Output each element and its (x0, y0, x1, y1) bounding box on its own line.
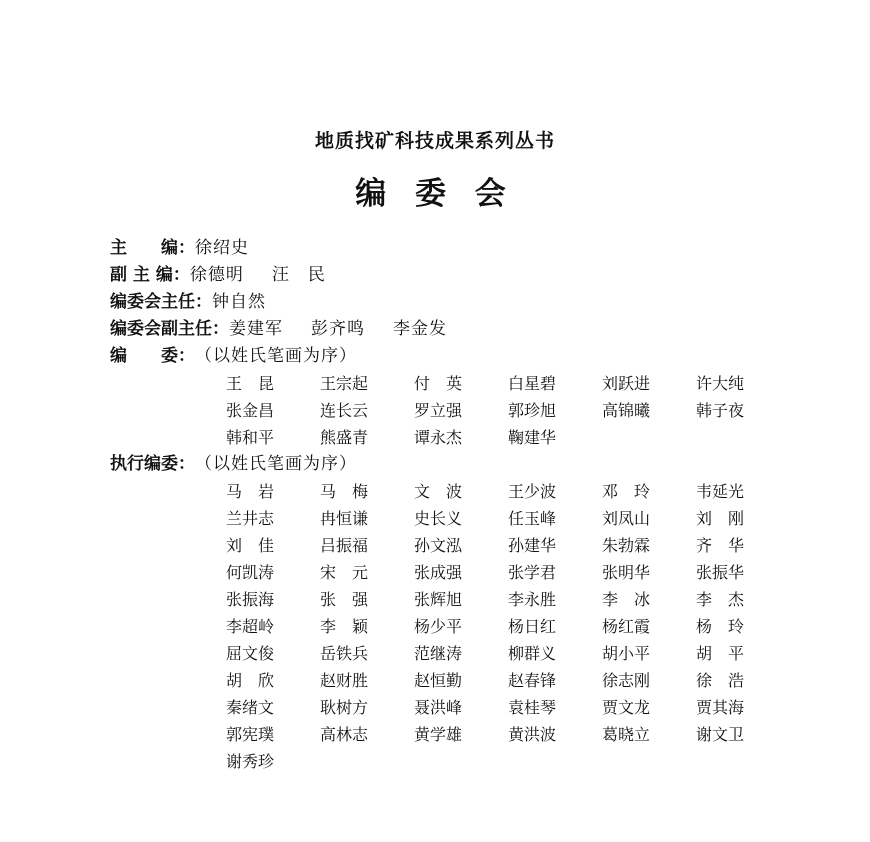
person-name: 文 波 (414, 482, 463, 501)
person-name: 杨日红 (508, 617, 557, 636)
executive-members-line (110, 452, 357, 476)
person-name: 刘 佳 (226, 536, 275, 555)
committee-deputy-director-line (110, 317, 475, 341)
person-name: 韩子夜 (696, 401, 745, 420)
person-name: 胡 欣 (226, 671, 275, 690)
person-name: 马 岩 (226, 482, 275, 501)
person-name: 岳铁兵 (320, 644, 369, 663)
chief-editor-line (110, 236, 277, 260)
person-name: 兰井志 (226, 509, 275, 528)
person-name: 谢文卫 (696, 725, 745, 744)
person-name: 孙文泓 (414, 536, 463, 555)
person-name: 任玉峰 (508, 509, 557, 528)
person-name: 谭永杰 (414, 428, 463, 447)
person-name: 郭珍旭 (508, 401, 557, 420)
person-name: 徐志刚 (602, 671, 651, 690)
person-name: 邓 玲 (602, 482, 651, 501)
committee-deputy-director-label: 编委会副主任： (110, 319, 229, 339)
deputy-chief-editor-names (190, 263, 354, 287)
person-name: 李 颖 (320, 617, 369, 636)
person-name: 赵财胜 (320, 671, 369, 690)
person-name: 杨 玲 (696, 617, 745, 636)
person-name: 高锦曦 (602, 401, 651, 420)
person-name: 朱勃霖 (602, 536, 651, 555)
person-name: 李 冰 (602, 590, 651, 609)
committee-director-names (212, 290, 294, 314)
person-name: 李超岭 (226, 617, 275, 636)
person-name: 连长云 (320, 401, 369, 420)
person-name: 孙建华 (508, 536, 557, 555)
deputy-chief-editor-label: 副 主 编： (110, 265, 190, 285)
person-name: 黄学雄 (414, 725, 463, 744)
person-name: 付 英 (414, 374, 463, 393)
person-name: 张学君 (508, 563, 557, 582)
person-name: 刘 刚 (696, 509, 745, 528)
person-name: 汪 民 (271, 265, 326, 285)
person-name: 贾其海 (696, 698, 745, 717)
person-name: 何凯涛 (226, 563, 275, 582)
person-name: 王宗起 (320, 374, 369, 393)
person-name: 韩和平 (226, 428, 275, 447)
person-name: 冉恒谦 (320, 509, 369, 528)
person-name: 柳群义 (508, 644, 557, 663)
person-name: 郭宪璞 (226, 725, 275, 744)
person-name: 屈文俊 (226, 644, 275, 663)
person-name: 王少波 (508, 482, 557, 501)
executive-members-note: （以姓氏笔画为序） (195, 454, 357, 474)
committee-members-list (226, 370, 766, 451)
person-name: 张明华 (602, 563, 651, 582)
person-name: 罗立强 (414, 401, 463, 420)
person-name: 聂洪峰 (414, 698, 463, 717)
committee-members-line (110, 344, 357, 368)
person-name: 谢秀珍 (226, 752, 275, 771)
person-name: 吕振福 (320, 536, 369, 555)
person-name: 马 梅 (320, 482, 369, 501)
person-name: 史长义 (414, 509, 463, 528)
person-name: 宋 元 (320, 563, 369, 582)
deputy-chief-editor-line (110, 263, 354, 287)
person-name: 张辉旭 (414, 590, 463, 609)
person-name: 许大纯 (696, 374, 745, 393)
person-name: 胡小平 (602, 644, 651, 663)
chief-editor-names (195, 236, 277, 260)
person-name: 胡 平 (696, 644, 745, 663)
person-name: 韦延光 (696, 482, 745, 501)
person-name: 赵春锋 (508, 671, 557, 690)
person-name: 李金发 (393, 319, 447, 339)
person-name: 彭齐鸣 (311, 319, 365, 339)
person-name: 张 强 (320, 590, 369, 609)
person-name: 刘凤山 (602, 509, 651, 528)
person-name: 耿树方 (320, 698, 369, 717)
person-name: 徐绍史 (195, 238, 249, 258)
person-name: 张振海 (226, 590, 275, 609)
committee-members-label: 编 委： (110, 346, 195, 366)
person-name: 葛晓立 (602, 725, 651, 744)
person-name: 刘跃进 (602, 374, 651, 393)
executive-members-label: 执行编委： (110, 454, 195, 474)
executive-members-list (226, 478, 766, 775)
committee-deputy-director-names (229, 317, 475, 341)
person-name: 张振华 (696, 563, 745, 582)
person-name: 范继涛 (414, 644, 463, 663)
person-name: 杨少平 (414, 617, 463, 636)
person-name: 齐 华 (696, 536, 745, 555)
person-name: 高林志 (320, 725, 369, 744)
person-name: 熊盛青 (320, 428, 369, 447)
person-name: 黄洪波 (508, 725, 557, 744)
person-name: 钟自然 (212, 292, 266, 312)
committee-members-note: （以姓氏笔画为序） (195, 346, 357, 366)
person-name: 秦绪文 (226, 698, 275, 717)
committee-director-label: 编委会主任： (110, 292, 212, 312)
person-name: 赵恒勤 (414, 671, 463, 690)
person-name: 袁桂琴 (508, 698, 557, 717)
series-title: 地质找矿科技成果系列丛书 (314, 130, 555, 152)
person-name: 徐 浩 (696, 671, 745, 690)
person-name: 李 杰 (696, 590, 745, 609)
person-name: 张成强 (414, 563, 463, 582)
person-name: 王 昆 (226, 374, 275, 393)
person-name: 白星碧 (508, 374, 557, 393)
person-name: 姜建军 (229, 319, 283, 339)
person-name: 张金昌 (226, 401, 275, 420)
person-name: 贾文龙 (602, 698, 651, 717)
page-title: 编 委 会 (355, 176, 515, 212)
person-name: 李永胜 (508, 590, 557, 609)
person-name: 鞠建华 (508, 428, 557, 447)
chief-editor-label: 主 编： (110, 238, 195, 258)
person-name: 杨红霞 (602, 617, 651, 636)
committee-director-line (110, 290, 294, 314)
person-name: 徐德明 (189, 265, 244, 285)
